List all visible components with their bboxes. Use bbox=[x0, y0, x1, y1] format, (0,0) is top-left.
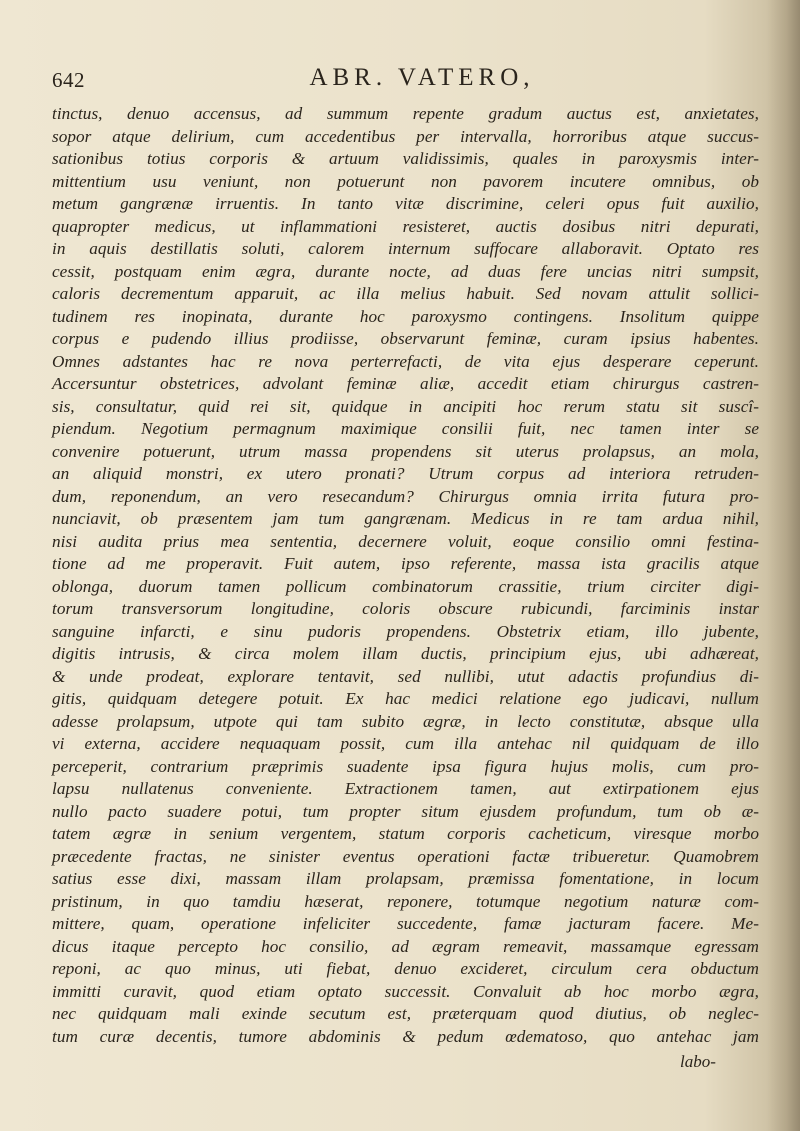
text-line: dicus itaque percepto hoc consilio, ad ægram remeavit, massamque egressam bbox=[52, 936, 759, 956]
text-line: præcedente fractas, ne sinister eventus operationi factæ tribueretur. Quamobrem bbox=[52, 846, 759, 866]
text-line: tione ad me properavit. Fuit autem, ipso referente, massa ista gracilis atque bbox=[52, 554, 759, 573]
text-line: nunciavit, ob præsentem jam tum gangrænam. Medicus in re tam ardua nihil, bbox=[52, 509, 759, 528]
text-line: mittentium usu veniunt, non potuerunt non pavorem incutere omnibus, ob bbox=[52, 171, 759, 191]
text-line: & unde prodeat, explorare tentavit, sed nullibi, utut adactis profundius di- bbox=[52, 666, 759, 686]
text-line: gitis, quidquam detegere potuit. Ex hac medici relatione ego judicavi, nullum bbox=[52, 689, 759, 708]
page-edge-shadow bbox=[766, 0, 800, 1131]
body-text bbox=[52, 103, 759, 1048]
text-line: piendum. Negotium permagnum maximique consilii fuit, nec tamen inter se bbox=[52, 419, 759, 438]
text-line: sopor atque delirium, cum accedentibus per intervalla, horroribus atque succus- bbox=[52, 126, 759, 146]
text-line: torum transversorum longitudine, coloris obscure rubicundi, farciminis instar bbox=[52, 599, 759, 618]
text-line: Omnes adstantes hac re nova perterrefacti, de vita ejus desperare ceperunt. bbox=[52, 351, 759, 371]
text-line: vi externa, accidere nequaquam possit, cum illa antehac nil quidquam de illo bbox=[52, 734, 759, 753]
text-line: caloris decrementum apparuit, ac illa melius habuit. Sed novam attulit sollici- bbox=[52, 284, 759, 303]
text-line: digitis intrusis, & circa molem illam ductis, principium ejus, ubi adhæreat, bbox=[52, 644, 759, 663]
text-line: tinctus, denuo accensus, ad summum repente gradum auctus est, anxietates, bbox=[52, 104, 759, 123]
text-line: sanguine infarcti, e sinu pudoris propendens. Obstetrix etiam, illo jubente, bbox=[52, 621, 759, 641]
text-line: an aliquid monstri, ex utero pronati? Utrum corpus ad interiora retruden- bbox=[52, 464, 759, 483]
text-line: satius esse dixi, massam illam prolapsam, præmissa fomentatione, in locum bbox=[52, 869, 759, 888]
text-line: reponi, ac quo minus, uti fiebat, denuo excideret, circulum cera obductum bbox=[52, 959, 759, 978]
text-line: metum gangrænæ irruentis. In tanto vitæ discrimine, celeri opus fuit auxilio, bbox=[52, 194, 759, 213]
text-line: tudinem res inopinata, durante hoc paroxysmo contingens. Insolitum quippe bbox=[52, 306, 759, 326]
text-line: dum, reponendum, an vero resecandum? Chirurgus omnia irrita futura pro- bbox=[52, 486, 759, 506]
catchword: labo- bbox=[680, 1052, 716, 1071]
text-line: convenire potuerunt, utrum massa propendens sit uterus prolapsus, an mola, bbox=[52, 441, 759, 461]
text-line: nec quidquam mali exinde secutum est, præterquam quod diutius, ob neglec- bbox=[52, 1004, 759, 1023]
text-line: nullo pacto suadere potui, tum propter situm ejusdem profundum, tum ob æ- bbox=[52, 801, 759, 821]
text-line: tatem ægræ in senium vergentem, statum corporis cacheticum, viresque morbo bbox=[52, 824, 759, 843]
text-line: corpus e pudendo illius prodiisse, observarunt feminæ, curam ipsius habentes. bbox=[52, 329, 759, 348]
text-line: oblonga, duorum tamen pollicum combinatorum crassitie, trium circiter digi- bbox=[52, 576, 759, 596]
text-line: immitti curavit, quod etiam optato successit. Convaluit ab hoc morbo ægra, bbox=[52, 981, 759, 1001]
text-line: quapropter medicus, ut inflammationi resisteret, auctis dosibus nitri depurati, bbox=[52, 216, 759, 236]
text-line: cessit, postquam enim ægra, durante nocte, ad duas fere uncias nitri sumpsit, bbox=[52, 261, 759, 281]
text-line: perceperit, contrarium præprimis suadente ipsa figura hujus molis, cum pro- bbox=[52, 756, 759, 776]
text-line: sis, consultatur, quid rei sit, quidque in ancipiti hoc rerum statu sit suscî- bbox=[52, 396, 759, 416]
page-header bbox=[52, 60, 752, 100]
text-line: adesse prolapsum, utpote qui tam subito ægræ, in lecto constitutæ, absque ulla bbox=[52, 711, 759, 731]
text-line: tum curæ decentis, tumore abdominis & pedum œdematoso, quo antehac jam bbox=[52, 1026, 759, 1046]
running-head: ABR. VATERO, bbox=[309, 64, 535, 91]
text-line: mittere, quam, operatione infeliciter succedente, famæ jacturam facere. Me- bbox=[52, 914, 759, 933]
text-line: lapsu nullatenus conveniente. Extractionem tamen, aut extirpationem ejus bbox=[52, 779, 759, 798]
text-line: in aquis destillatis soluti, calorem internum suffocare allaboravit. Optato res bbox=[52, 239, 759, 258]
text-line: pristinum, in quo tamdiu hæserat, reponere, totumque negotium naturæ com- bbox=[52, 891, 759, 911]
text-line: Accersuntur obstetrices, advolant feminæ aliæ, accedit etiam chirurgus castren- bbox=[52, 374, 759, 393]
text-line: nisi audita prius mea sententia, decernere voluit, eoque consilio omni festina- bbox=[52, 531, 759, 551]
text-line: sationibus totius corporis & artuum validissimis, quales in paroxysmis inter- bbox=[52, 149, 759, 168]
page-number: 642 bbox=[52, 68, 85, 92]
